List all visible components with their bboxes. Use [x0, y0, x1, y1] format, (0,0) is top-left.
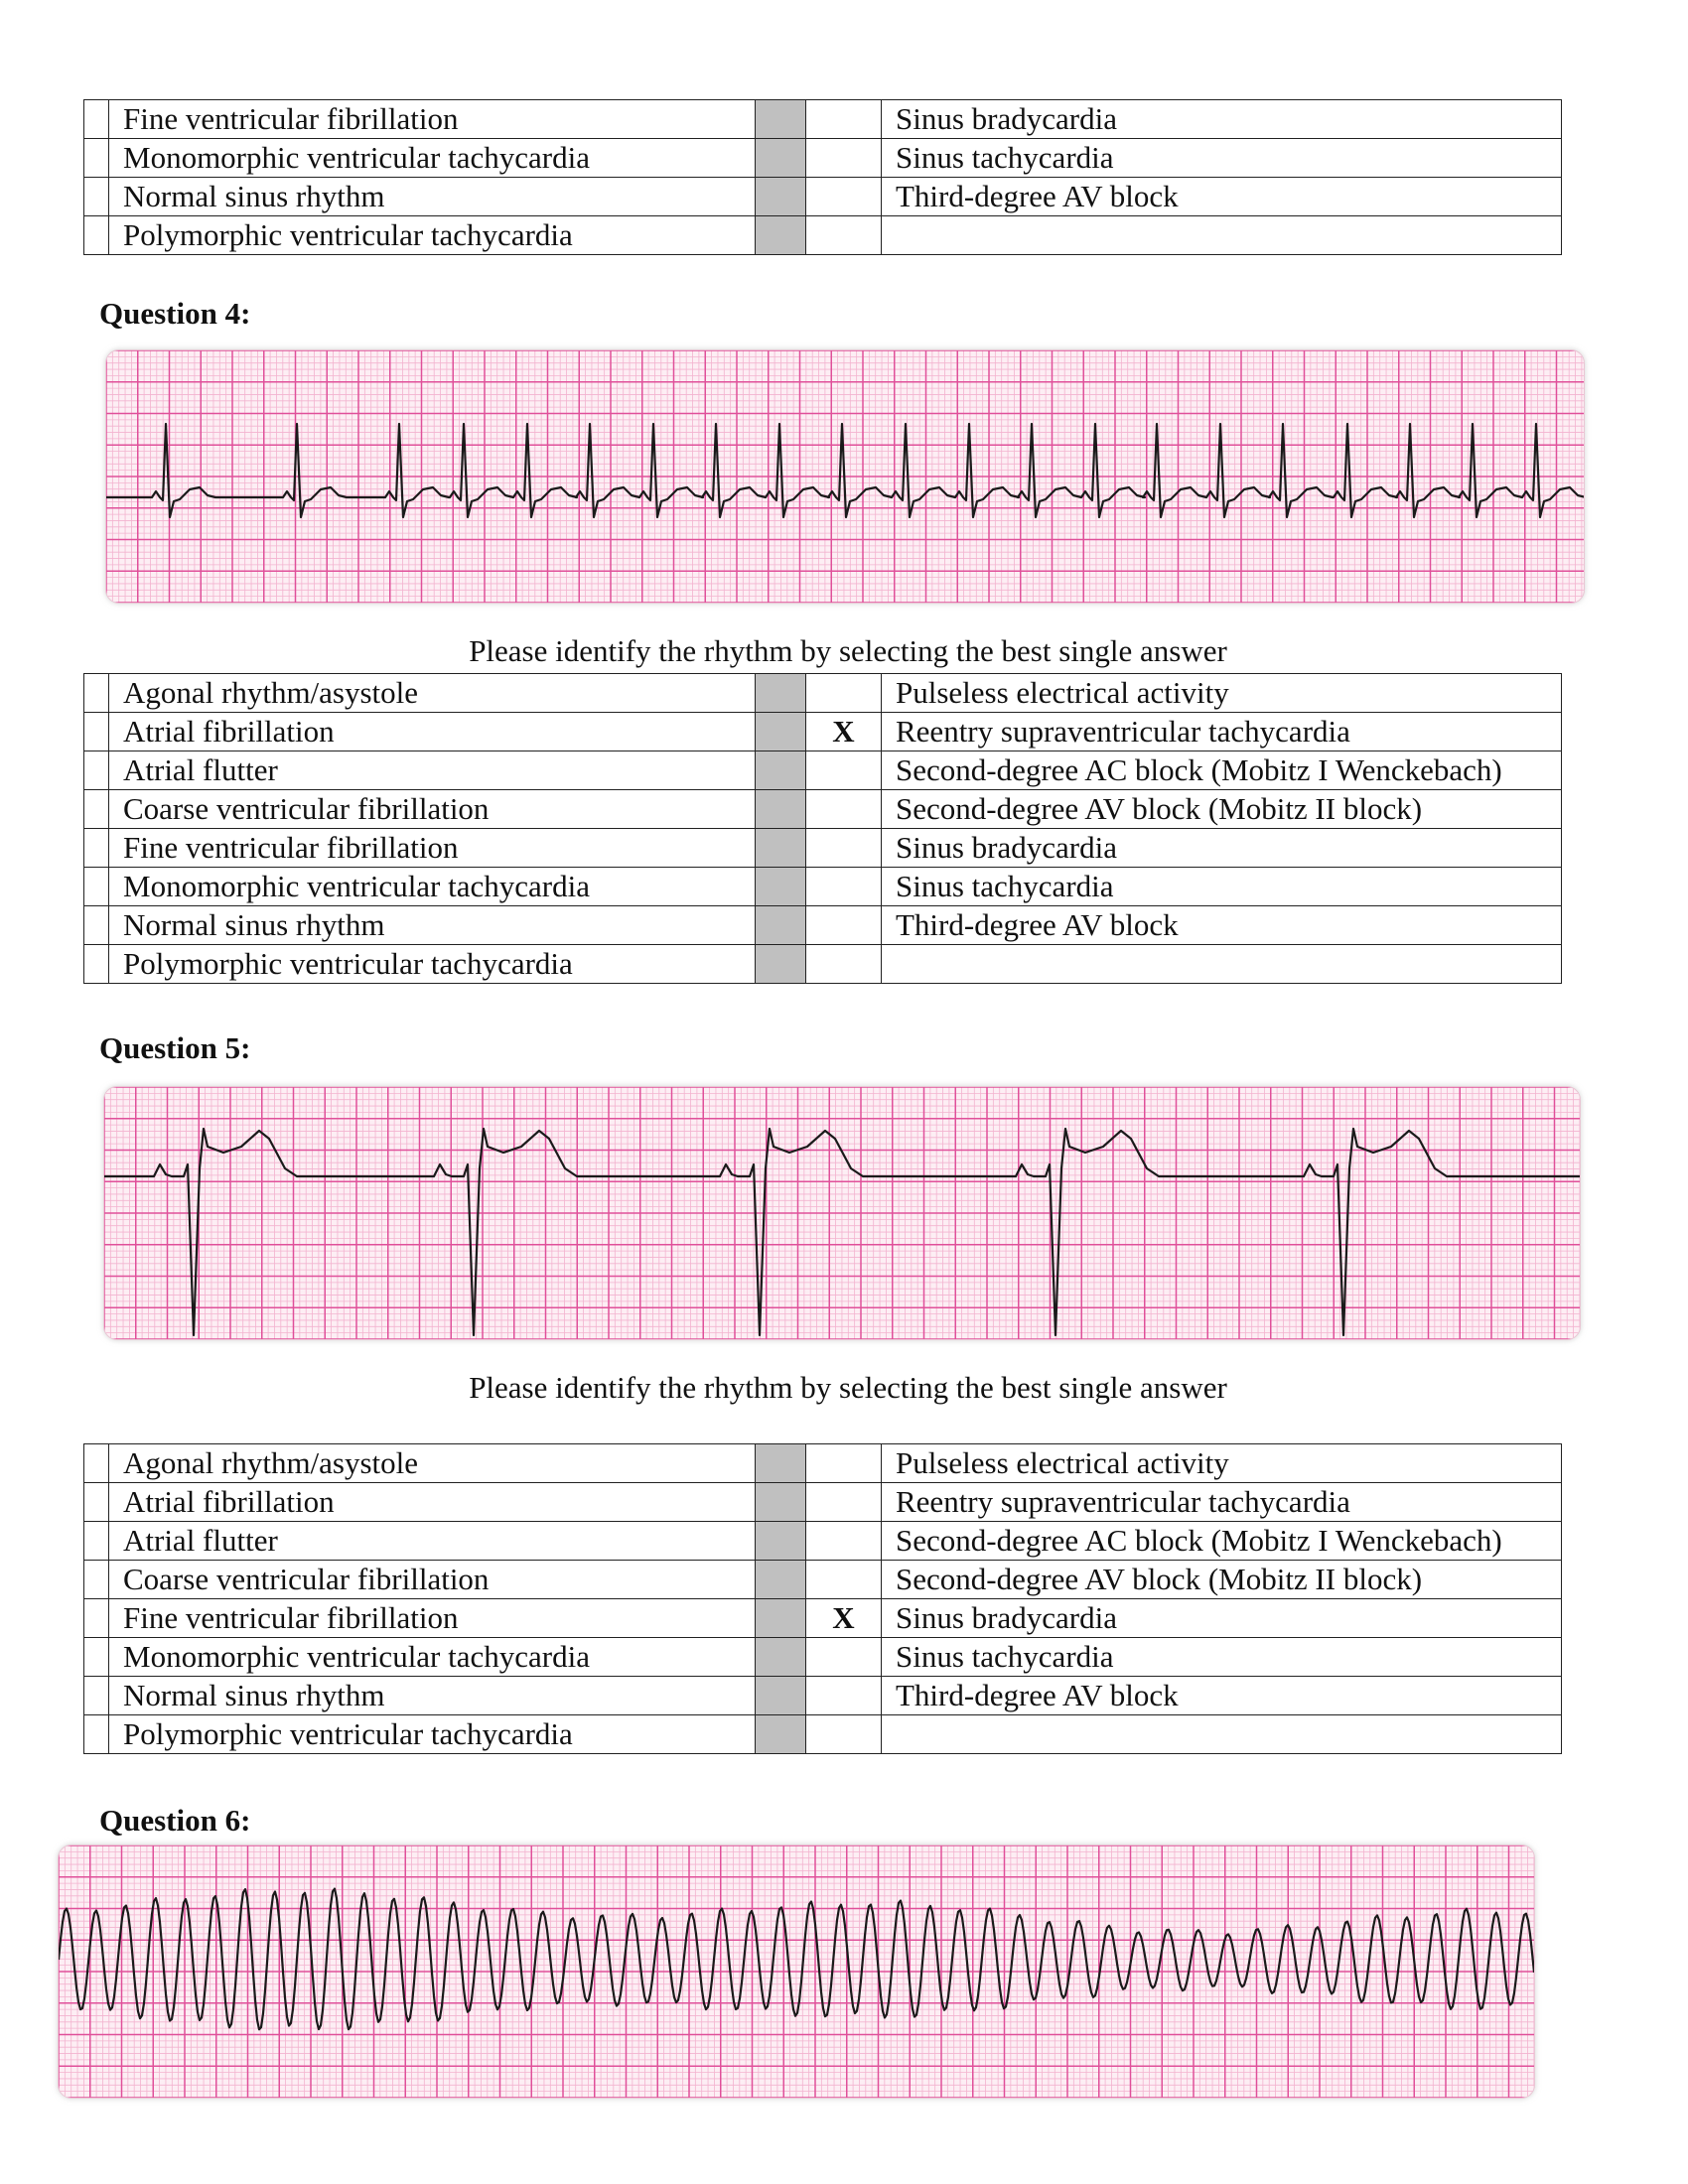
left-checkbox-cell[interactable]	[84, 1599, 109, 1638]
separator-cell	[756, 674, 806, 713]
separator-cell	[756, 713, 806, 751]
answer-row	[84, 139, 1562, 178]
separator-cell	[756, 868, 806, 906]
left-checkbox-cell[interactable]	[84, 1522, 109, 1561]
question-5-ecg-strip	[103, 1086, 1581, 1340]
separator-cell	[756, 1677, 806, 1715]
answer-row	[84, 216, 1562, 255]
question-5-answer-table	[83, 1443, 1562, 1754]
right-checkbox-cell[interactable]	[806, 1715, 882, 1754]
question-4-prompt: Please identify the rhythm by selecting the best single answer	[469, 633, 1227, 668]
question-4-answer-table	[83, 673, 1562, 984]
left-checkbox-cell[interactable]	[84, 868, 109, 906]
right-option-label: Reentry supraventricular tachycardia	[882, 1483, 1562, 1522]
right-checkbox-cell[interactable]	[806, 829, 882, 868]
left-option-label: Monomorphic ventricular tachycardia	[109, 868, 756, 906]
answer-row	[84, 713, 1562, 751]
answer-row	[84, 868, 1562, 906]
separator-cell	[756, 829, 806, 868]
right-checkbox-cell[interactable]	[806, 1677, 882, 1715]
answer-row	[84, 1715, 1562, 1754]
answer-row	[84, 790, 1562, 829]
question-4-label: Question 4:	[99, 296, 251, 331]
separator-cell	[756, 139, 806, 178]
left-option-label: Normal sinus rhythm	[109, 1677, 756, 1715]
left-option-label: Fine ventricular fibrillation	[109, 829, 756, 868]
left-option-label: Agonal rhythm/asystole	[109, 1444, 756, 1483]
right-checkbox-cell[interactable]	[806, 751, 882, 790]
right-checkbox-cell[interactable]	[806, 178, 882, 216]
separator-cell	[756, 1638, 806, 1677]
left-checkbox-cell[interactable]	[84, 100, 109, 139]
left-checkbox-cell[interactable]	[84, 1483, 109, 1522]
right-checkbox-cell[interactable]	[806, 790, 882, 829]
separator-cell	[756, 790, 806, 829]
right-option-label: Sinus tachycardia	[882, 868, 1562, 906]
right-option-label: Pulseless electrical activity	[882, 1444, 1562, 1483]
right-option-label: Sinus bradycardia	[882, 829, 1562, 868]
right-checkbox-cell[interactable]	[806, 868, 882, 906]
right-option-label: Sinus bradycardia	[882, 100, 1562, 139]
separator-cell	[756, 1522, 806, 1561]
right-checkbox-cell[interactable]	[806, 1483, 882, 1522]
separator-cell	[756, 1444, 806, 1483]
answer-row	[84, 1483, 1562, 1522]
answer-row	[84, 178, 1562, 216]
question-4-ecg-strip	[105, 349, 1585, 604]
left-checkbox-cell[interactable]	[84, 945, 109, 984]
left-checkbox-cell[interactable]	[84, 674, 109, 713]
left-checkbox-cell[interactable]	[84, 1638, 109, 1677]
right-option-label: Third-degree AV block	[882, 178, 1562, 216]
left-option-label: Normal sinus rhythm	[109, 906, 756, 945]
right-option-label: Third-degree AV block	[882, 1677, 1562, 1715]
left-option-label: Atrial flutter	[109, 751, 756, 790]
left-option-label: Coarse ventricular fibrillation	[109, 1561, 756, 1599]
separator-cell	[756, 178, 806, 216]
left-checkbox-cell[interactable]	[84, 790, 109, 829]
left-option-label: Agonal rhythm/asystole	[109, 674, 756, 713]
right-checkbox-cell[interactable]	[806, 100, 882, 139]
separator-cell	[756, 1715, 806, 1754]
right-option-label: Sinus tachycardia	[882, 1638, 1562, 1677]
question-6-ecg-strip	[58, 1844, 1535, 2099]
left-checkbox-cell[interactable]	[84, 713, 109, 751]
answer-row	[84, 100, 1562, 139]
separator-cell	[756, 945, 806, 984]
right-option-label: Second-degree AC block (Mobitz I Wenckebach)	[882, 1522, 1562, 1561]
right-option-label: Sinus tachycardia	[882, 139, 1562, 178]
left-option-label: Polymorphic ventricular tachycardia	[109, 945, 756, 984]
left-checkbox-cell[interactable]	[84, 751, 109, 790]
separator-cell	[756, 1599, 806, 1638]
left-checkbox-cell[interactable]	[84, 139, 109, 178]
left-option-label: Monomorphic ventricular tachycardia	[109, 139, 756, 178]
separator-cell	[756, 1561, 806, 1599]
answer-row	[84, 1522, 1562, 1561]
answer-row	[84, 1677, 1562, 1715]
right-option-label	[882, 945, 1562, 984]
right-checkbox-cell[interactable]: X	[806, 1599, 882, 1638]
answer-row	[84, 829, 1562, 868]
question-5-prompt: Please identify the rhythm by selecting the best single answer	[469, 1370, 1227, 1405]
question-6-label: Question 6:	[99, 1803, 251, 1838]
answer-row	[84, 674, 1562, 713]
right-option-label	[882, 216, 1562, 255]
question-5-label: Question 5:	[99, 1030, 251, 1065]
left-option-label: Normal sinus rhythm	[109, 178, 756, 216]
right-option-label: Third-degree AV block	[882, 906, 1562, 945]
left-checkbox-cell[interactable]	[84, 178, 109, 216]
right-option-label: Second-degree AC block (Mobitz I Wenckebach)	[882, 751, 1562, 790]
answer-row	[84, 751, 1562, 790]
right-option-label: Pulseless electrical activity	[882, 674, 1562, 713]
left-checkbox-cell[interactable]	[84, 829, 109, 868]
answer-row	[84, 1599, 1562, 1638]
separator-cell	[756, 100, 806, 139]
answer-row	[84, 1444, 1562, 1483]
right-checkbox-cell[interactable]	[806, 139, 882, 178]
right-checkbox-cell[interactable]	[806, 1522, 882, 1561]
right-checkbox-cell[interactable]	[806, 1638, 882, 1677]
left-option-label: Monomorphic ventricular tachycardia	[109, 1638, 756, 1677]
left-checkbox-cell[interactable]	[84, 216, 109, 255]
answer-row	[84, 945, 1562, 984]
right-option-label: Second-degree AV block (Mobitz II block)	[882, 790, 1562, 829]
right-checkbox-cell[interactable]	[806, 1444, 882, 1483]
left-option-label: Atrial fibrillation	[109, 1483, 756, 1522]
answer-row	[84, 1561, 1562, 1599]
right-checkbox-cell[interactable]	[806, 674, 882, 713]
right-checkbox-cell[interactable]	[806, 945, 882, 984]
left-option-label: Fine ventricular fibrillation	[109, 1599, 756, 1638]
left-option-label: Polymorphic ventricular tachycardia	[109, 216, 756, 255]
left-checkbox-cell[interactable]	[84, 1561, 109, 1599]
right-option-label: Sinus bradycardia	[882, 1599, 1562, 1638]
left-option-label: Coarse ventricular fibrillation	[109, 790, 756, 829]
right-checkbox-cell[interactable]: X	[806, 713, 882, 751]
question-3-answer-table	[83, 99, 1562, 255]
right-option-label: Second-degree AV block (Mobitz II block)	[882, 1561, 1562, 1599]
right-checkbox-cell[interactable]	[806, 906, 882, 945]
answer-row	[84, 906, 1562, 945]
separator-cell	[756, 906, 806, 945]
right-option-label	[882, 1715, 1562, 1754]
separator-cell	[756, 1483, 806, 1522]
separator-cell	[756, 751, 806, 790]
right-checkbox-cell[interactable]	[806, 1561, 882, 1599]
left-checkbox-cell[interactable]	[84, 1715, 109, 1754]
left-option-label: Atrial flutter	[109, 1522, 756, 1561]
left-checkbox-cell[interactable]	[84, 1677, 109, 1715]
left-option-label: Atrial fibrillation	[109, 713, 756, 751]
left-option-label: Polymorphic ventricular tachycardia	[109, 1715, 756, 1754]
right-option-label: Reentry supraventricular tachycardia	[882, 713, 1562, 751]
left-option-label: Fine ventricular fibrillation	[109, 100, 756, 139]
left-checkbox-cell[interactable]	[84, 1444, 109, 1483]
answer-row	[84, 1638, 1562, 1677]
right-checkbox-cell[interactable]	[806, 216, 882, 255]
left-checkbox-cell[interactable]	[84, 906, 109, 945]
separator-cell	[756, 216, 806, 255]
